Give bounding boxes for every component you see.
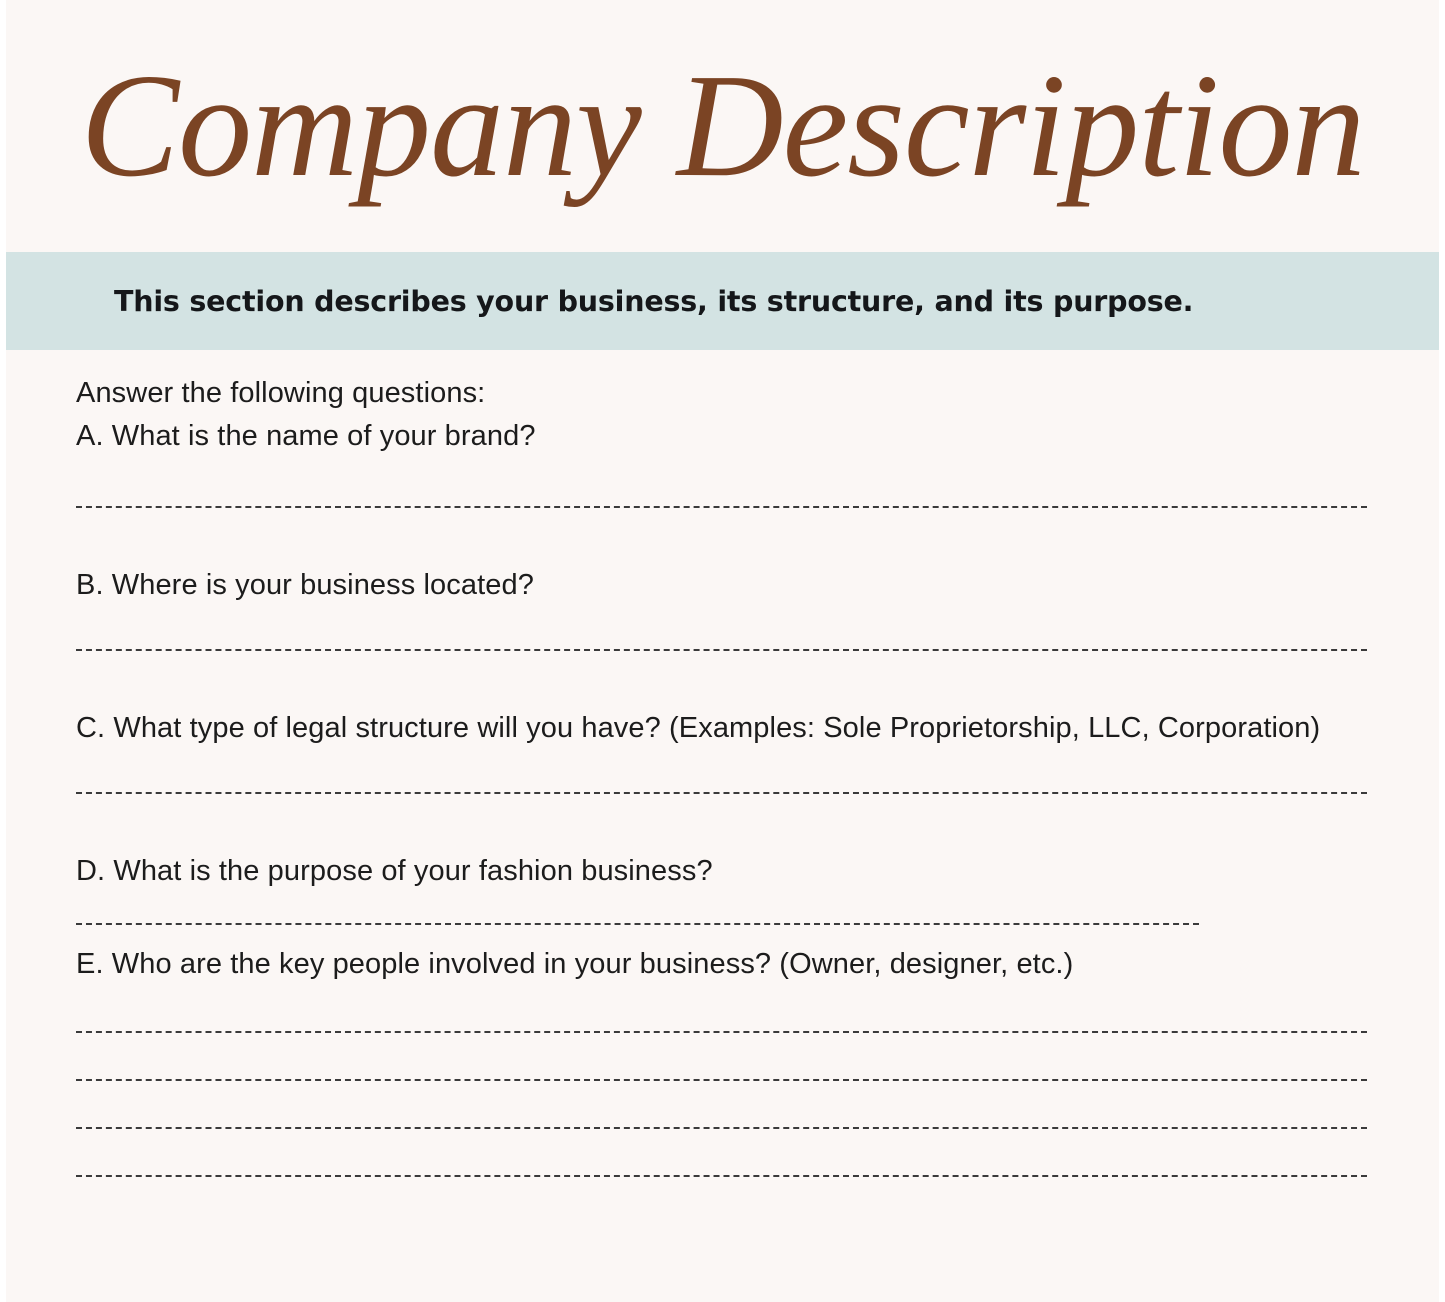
answer-lines-e [76,1031,1367,1177]
question-c: C. What type of legal structure will you have? (Examples: Sole Proprietorship, LLC, Corporation) [76,711,1321,744]
section-subtitle: This section describes your business, its structure, and its purpose. [114,284,1194,318]
question-e: E. Who are the key people involved in your business? (Owner, designer, etc.) [76,947,1074,980]
instructions-text: Answer the following questions: [76,377,486,409]
question-b: B. Where is your business located? [76,568,534,601]
title-band [6,0,1439,252]
subtitle-band [6,252,1439,350]
answer-line-e3[interactable] [76,1127,1367,1129]
question-a: A. What is the name of your brand? [76,419,536,452]
answer-line-e4[interactable] [76,1175,1367,1177]
page-title: Company Description [80,44,1365,208]
questions-area [6,350,1439,1177]
answer-line-e2[interactable] [76,1079,1367,1081]
answer-line-e1[interactable] [76,1031,1367,1033]
question-d: D. What is the purpose of your fashion business? [76,854,713,887]
